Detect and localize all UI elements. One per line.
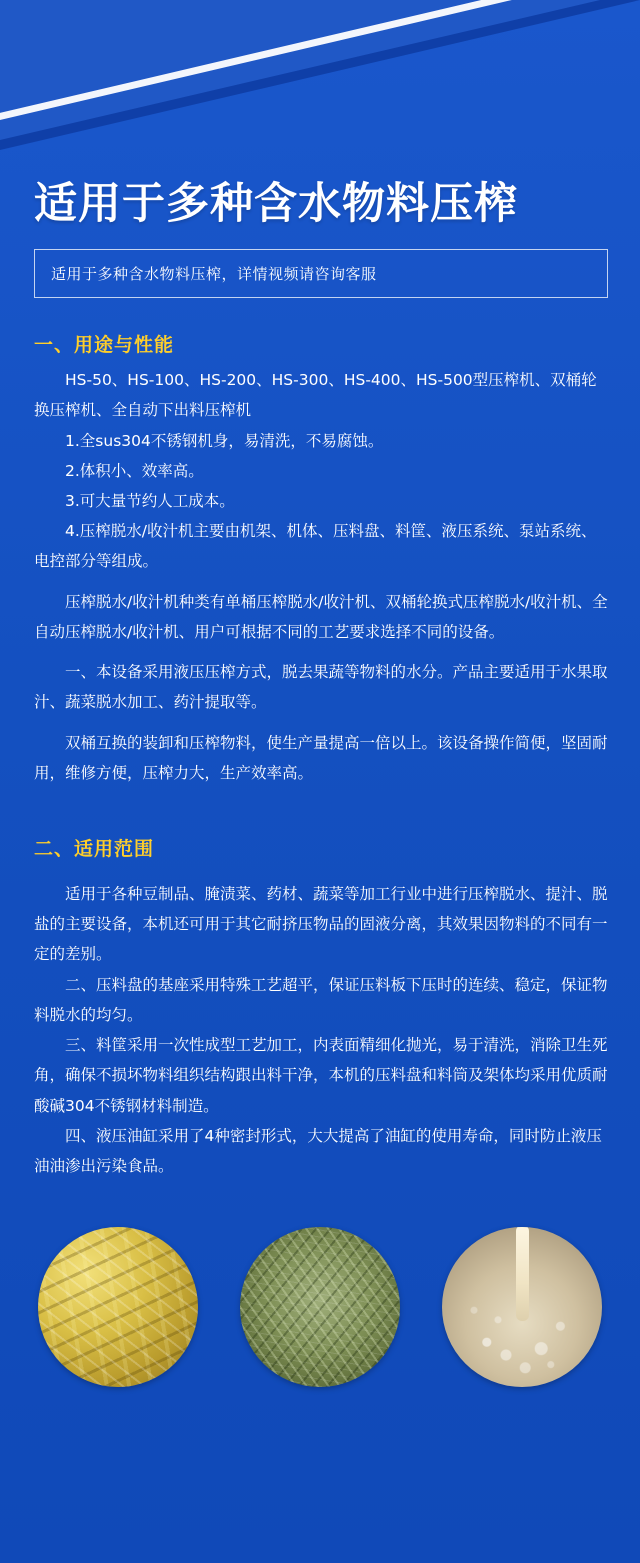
section-heading-scope: 二、适用范围 xyxy=(34,837,155,860)
paragraph-spacer xyxy=(34,869,610,879)
paragraph: 适用于各种豆制品、腌渍菜、药材、蔬菜等加工行业中进行压榨脱水、提汁、脱盐的主要设备，本机还可用于其它耐挤压物品的固液分离，其效果因物料的不同有一定的差别。 xyxy=(34,884,608,964)
beige-juice-stream-photo xyxy=(442,1227,602,1387)
photo-gallery xyxy=(0,1181,640,1421)
juice-stream-shape xyxy=(516,1227,529,1321)
section-heading-usage: 一、用途与性能 xyxy=(34,334,175,357)
paragraph: 4.压榨脱水/收汁机主要由机架、机体、压料盘、料筐、液压系统、泵站系统、电控部分等组成。 xyxy=(34,522,597,571)
section-body-scope xyxy=(34,869,610,1181)
green-herb-material-photo xyxy=(240,1227,400,1387)
paragraph: 压榨脱水/收汁机种类有单桶压榨脱水/收汁机、双桶轮换式压榨脱水/收汁机、全自动压榨脱水/收汁机、用户可根据不同的工艺要求选择不同的设备。 xyxy=(34,592,608,641)
paragraph: 三、料筐采用一次性成型工艺加工，内表面精细化抛光，易于清洗，消除卫生死角，确保不损坏物料组织结构跟出料干净，本机的压料盘和料筒及架体均采用优质耐酸碱304不锈钢材料制造。 xyxy=(34,1036,608,1115)
paragraph: 四、液压油缸采用了4种密封形式，大大提高了油缸的使用寿命，同时防止液压油油渗出污染食品。 xyxy=(34,1126,602,1175)
subtitle-banner: 适用于多种含水物料压榨，详情视频请咨询客服 xyxy=(34,249,608,298)
section-body-usage xyxy=(34,365,610,788)
page-title: 适用于多种含水物料压榨 xyxy=(34,179,518,229)
yellow-pressed-cake-photo xyxy=(38,1227,198,1387)
paragraph: 一、本设备采用液压压榨方式，脱去果蔬等物料的水分。产品主要适用于水果取汁、蔬菜脱水加工、药汁提取等。 xyxy=(34,663,608,712)
paragraph: 双桶互换的装卸和压榨物料，使生产量提高一倍以上。该设备操作简便，坚固耐用，维修方便，压榨力大，生产效率高。 xyxy=(34,733,608,782)
paragraph-spacer xyxy=(34,577,610,587)
paragraph: HS-50、HS-100、HS-200、HS-300、HS-400、HS-500型压榨机、双桶轮换压榨机、全自动下出料压榨机 xyxy=(34,371,597,420)
paragraph: 二、压料盘的基座采用特殊工艺超平，保证压料板下压时的连续、稳定，保证物料脱水的均匀。 xyxy=(34,975,608,1024)
paragraph-spacer xyxy=(34,718,610,728)
paragraph: 2.体积小、效率高。 xyxy=(65,461,204,480)
paragraph: 3.可大量节约人工成本。 xyxy=(65,492,235,511)
paragraph-spacer xyxy=(34,647,610,657)
paragraph: 1.全sus304不锈钢机身，易清洗，不易腐蚀。 xyxy=(65,431,384,450)
